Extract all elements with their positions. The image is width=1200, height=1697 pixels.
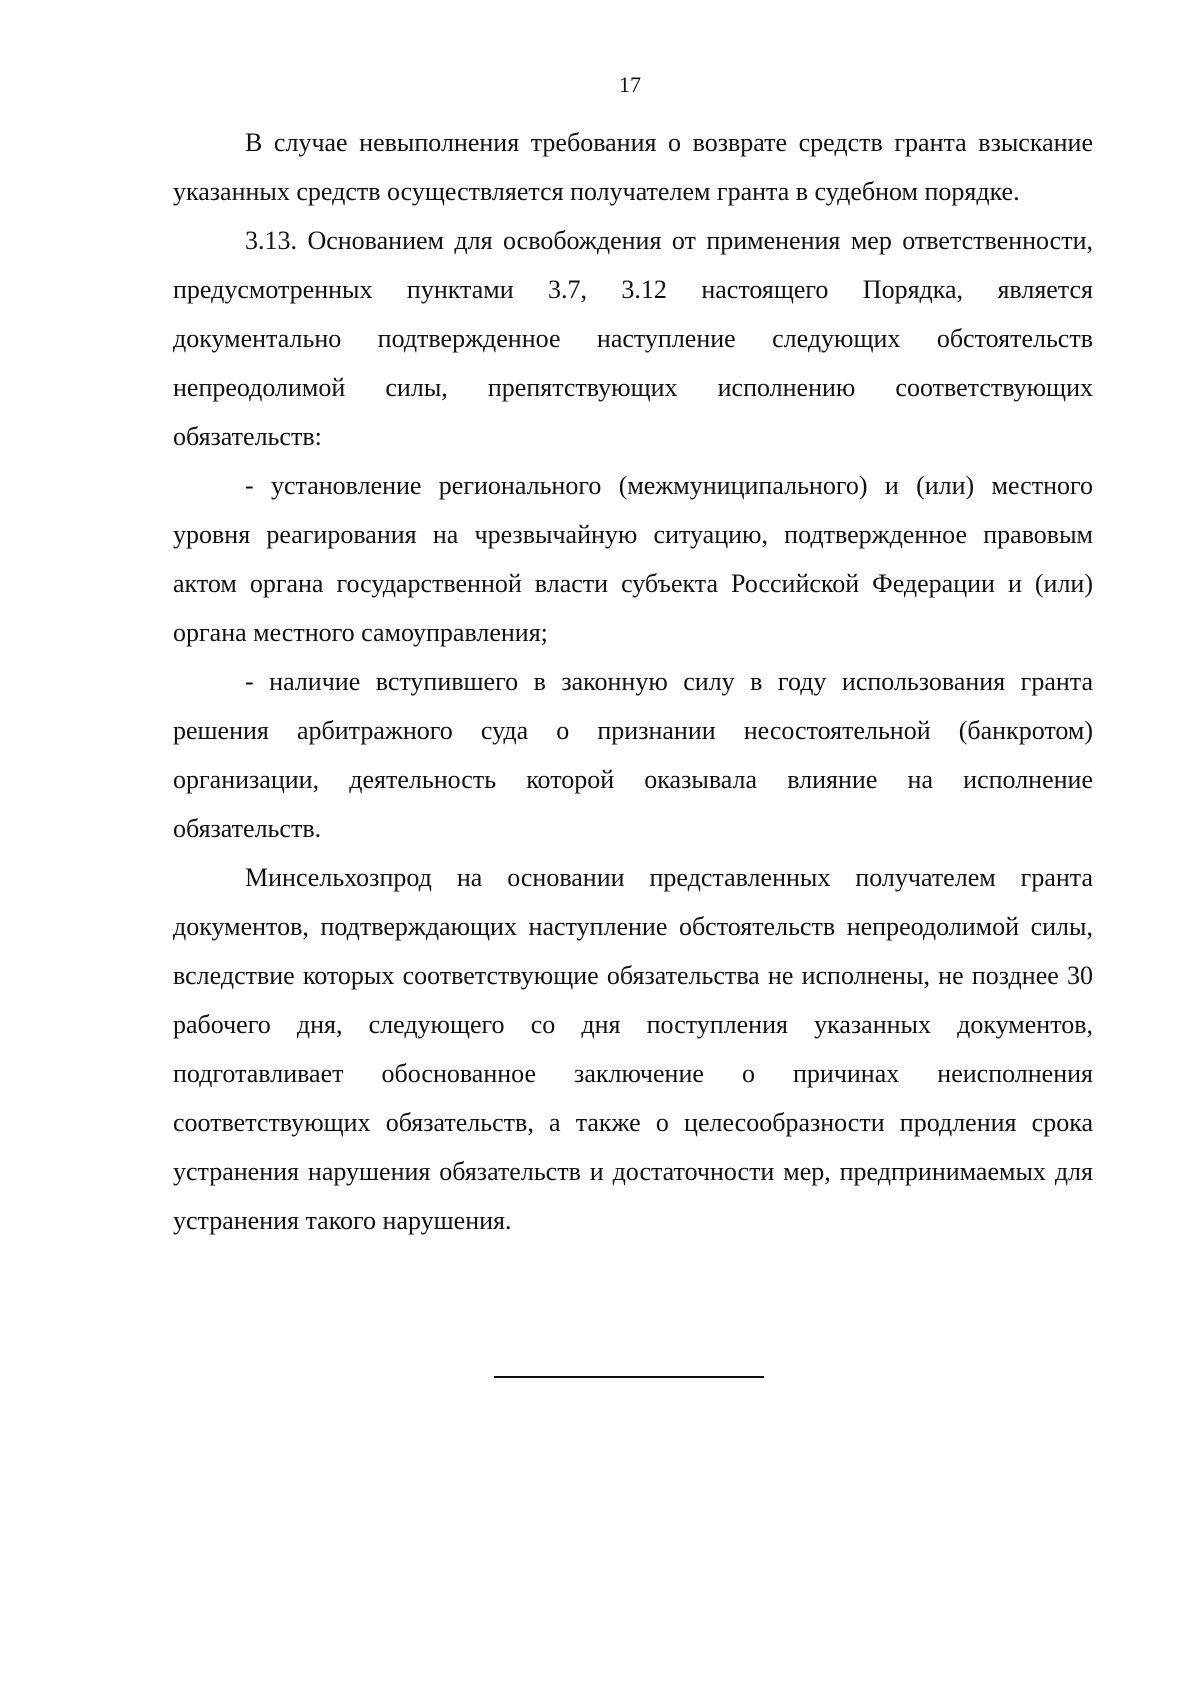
- list-item-bankruptcy-decision: - наличие вступившего в законную силу в году использования гранта решения арбитражного суда о признании несостоятельной (банкротом) организации, деятельность которой оказывала влияние на исполнение обязательств.: [173, 667, 1093, 843]
- document-body: [173, 118, 1093, 1245]
- end-of-text-rule: [494, 1376, 764, 1378]
- paragraph-force-majeure-basis: 3.13. Основанием для освобождения от применения мер ответственности, предусмотренных пунктами 3.7, 3.12 настоящего Порядка, является документально подтвержденное наступление следующих обстоятельств непреодолимой силы, препятствующих исполнению соответствующих обязательств:: [173, 226, 1093, 451]
- paragraph-grant-recovery: В случае невыполнения требования о возврате средств гранта взыскание указанных средств осуществляется получателем гранта в судебном порядке.: [173, 128, 1093, 206]
- page-number: 17: [619, 72, 641, 97]
- paragraph-ministry-conclusion: Минсельхозпрод на основании представленных получателем гранта документов, подтверждающих наступление обстоятельств непреодолимой силы, вследствие которых соответствующие обязательства не исполнены, не позднее 30 рабочего дня, следующего со дня поступления указанных документов, подготавливает обоснованное заключение о причинах неисполнения соответствующих обязательств, а также о целесообразности продления срока устранения нарушения обязательств и достаточности мер, предпринимаемых для устранения такого нарушения.: [173, 863, 1093, 1235]
- list-item-emergency-response: - установление регионального (межмуниципального) и (или) местного уровня реагирования на чрезвычайную ситуацию, подтвержденное правовым актом органа государственной власти субъекта Российской Федерации и (или) органа местного самоуправления;: [173, 471, 1093, 647]
